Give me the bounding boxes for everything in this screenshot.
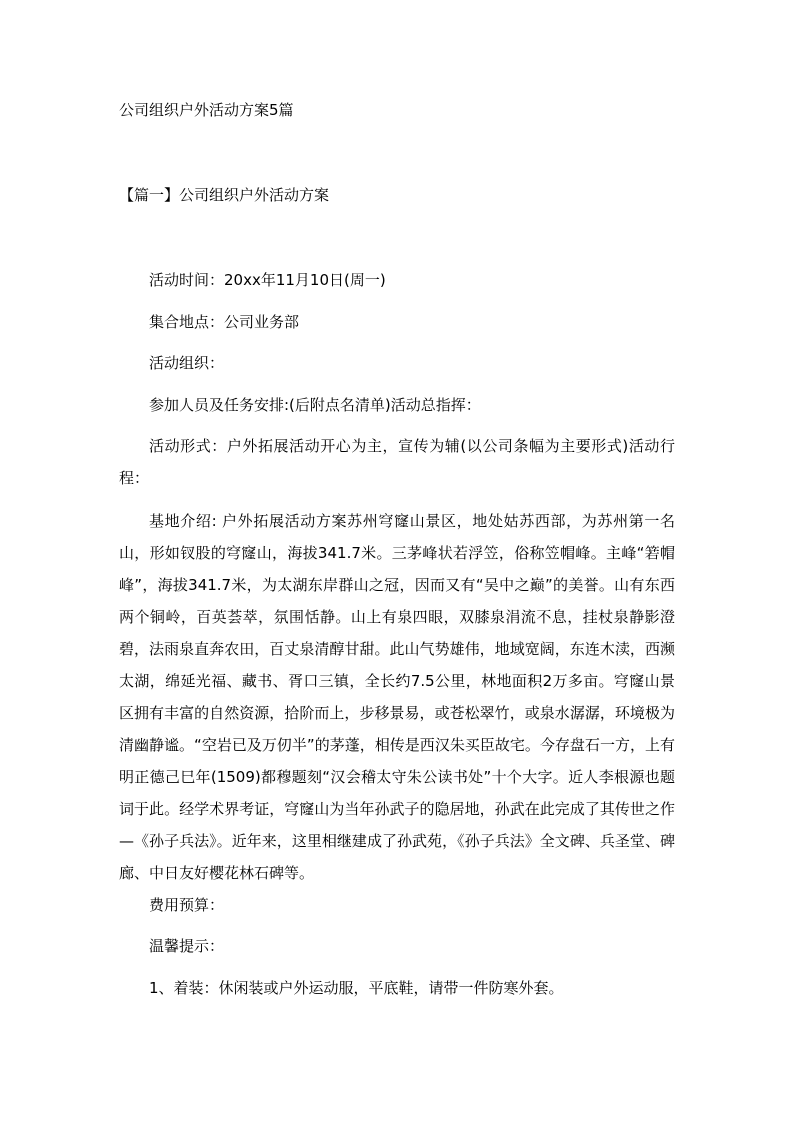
paragraph-dress-code: 1、着装：休闲装或户外运动服，平底鞋，请带一件防寒外套。 (149, 979, 564, 997)
paragraph-activity-format: 活动形式：户外拓展活动开心为主，宣传为辅(以公司条幅为主要形式)活动行程： (119, 437, 675, 487)
paragraph-base-introduction: 基地介绍: 户外拓展活动方案苏州穹窿山景区，地处姑苏西部，为苏州第一名山，形如钗股的穹窿山，海拔341.7米。三茅峰状若浮笠，俗称笠帽峰。主峰“箬帽峰”，海拔341.7米，为太湖东岸群山之冠，因而又有“吴中之巅”的美誉。山有东西两个铜岭，百英荟萃，氛围恬静。山上有泉四眼，双膝泉涓流不息，挂杖泉静影澄碧，法雨泉直奔农田，百丈泉清醇甘甜。此山气势雄伟，地域宽阔，东连木渎，西濒太湖，绵延光福、藏书、胥口三镇，全长约7.5公里，林地面积2万多亩。穹窿山景区拥有丰富的自然资源，拾阶而上，步移景易，或苍松翠竹，或泉水潺潺，环境极为清幽静谧。“空岩已及万仞半”的茅蓬，相传是西汉朱买臣故宅。今存盘石一方，上有明正德己巳年(1509)都穆题刻“汉会稽太守朱公读书处”十个大字。近人李根源也题词于此。经学术界考证，穹窿山为当年孙武子的隐居地，孙武在此完成了其传世之作—《孙子兵法》。近年来，这里相继建成了孙武苑，《孙子兵法》全文碑、兵圣堂、碑廊、中日友好樱花林石碑等。 (119, 512, 675, 882)
paragraph-tips: 温馨提示： (149, 937, 225, 955)
paragraph-budget: 费用预算： (149, 896, 225, 914)
paragraph-activity-time: 活动时间：20xx年11月10日(周一) (149, 271, 386, 289)
paragraph-activity-organization: 活动组织： (149, 354, 225, 372)
paragraph-meeting-place: 集合地点：公司业务部 (149, 313, 300, 331)
paragraph-participants-tasks: 参加人员及任务安排:(后附点名清单)活动总指挥： (149, 396, 481, 414)
document-title: 公司组织户外活动方案5篇 (119, 101, 294, 119)
section-title: 【篇一】公司组织户外活动方案 (119, 186, 330, 204)
